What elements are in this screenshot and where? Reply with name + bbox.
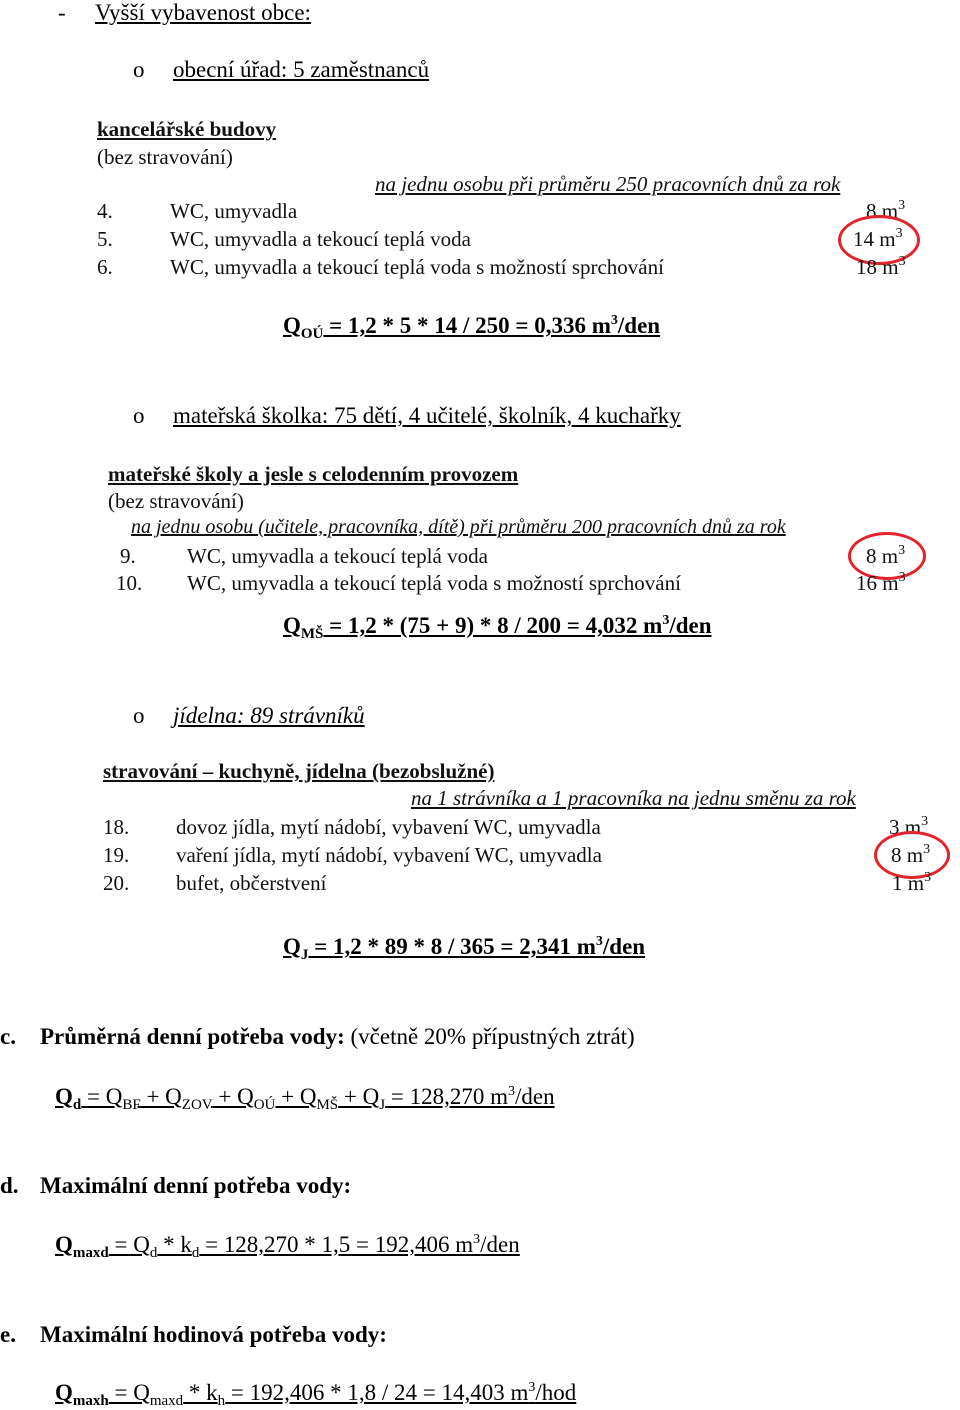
table-row-desc: WC, umyvadla — [170, 199, 298, 223]
table-row-num: 9. — [120, 544, 136, 568]
table-row-num: 19. — [103, 843, 130, 867]
section-c-formula: $Q_d = Q_{BF} + Q_{ZOV} + Q_{OÚ} + Q_{MŠ} + Q_J = 128,270$ $m^3$/den — [55, 1084, 555, 1113]
section-e-formula: $Q_{maxh} = Q_{maxd} * k_h = 192,406 * 1,8 / 24 = 14,403$ $m^3$/hod — [55, 1380, 577, 1409]
table-row-value: 14 $m^3$ — [853, 226, 903, 251]
table-row-value: 3 $m^3$ — [889, 814, 929, 839]
table-row-num: 4. — [97, 199, 113, 223]
section-c-letter: c. — [0, 1024, 16, 1049]
table-row-value: 16 $m^3$ — [856, 570, 906, 595]
canteen-bullet: o — [133, 703, 145, 728]
kindergarten-table-title: mateřské školy a jesle s celodenním provozem — [108, 462, 519, 486]
table-row-value: 8 $m^3$ — [891, 842, 931, 867]
table-row-value: 1 $m^3$ — [892, 870, 932, 895]
table-row-value: 18 $m^3$ — [856, 254, 906, 279]
table-row-desc: bufet, občerstvení — [176, 871, 327, 895]
table-row-num: 20. — [103, 871, 130, 895]
office-formula: $Q_{OÚ} = 1,2 * 5 * 14 / 250 = 0,336$ $m^3$/den — [283, 313, 661, 342]
table-row-value: 8 $m^3$ — [866, 198, 906, 223]
kindergarten-label: mateřská školka: 75 dětí, 4 učitelé, školník, 4 kuchařky — [173, 403, 681, 428]
intro-heading: Vyšší vybavenost obce: — [95, 0, 311, 25]
kindergarten-table-subtitle: (bez stravování) — [108, 489, 244, 513]
kindergarten-formula: $Q_{MŠ} = 1,2 * (75 + 9) * 8 / 200 = 4,032$ $m^3$/den — [283, 613, 712, 642]
table-row-num: 5. — [97, 227, 113, 251]
table-row-value: 8 $m^3$ — [866, 543, 906, 568]
section-d-formula: $Q_{maxd} = Q_d * k_d = 128,270 * 1,5 = 192,406$ $m^3$/den — [55, 1232, 520, 1261]
intro-dash: - — [58, 0, 66, 25]
canteen-table-note: na 1 strávníka a 1 pracovníka na jednu směnu za rok — [411, 786, 856, 810]
table-row-num: 6. — [97, 255, 113, 279]
table-row-desc: dovoz jídla, mytí nádobí, vybavení WC, umyvadla — [176, 815, 601, 839]
section-d-title: Maximální denní potřeba vody: — [40, 1173, 352, 1198]
kindergarten-bullet: o — [133, 403, 145, 428]
table-row-desc: vaření jídla, mytí nádobí, vybavení WC, umyvadla — [176, 843, 602, 867]
canteen-table-title: stravování – kuchyně, jídelna (bezobslužné) — [103, 759, 495, 783]
table-row-desc: WC, umyvadla a tekoucí teplá voda s možností sprchování — [170, 255, 664, 279]
section-c-title: Průměrná denní potřeba vody: (včetně 20% přípustných ztrát) — [40, 1024, 635, 1049]
office-table-subtitle: (bez stravování) — [97, 145, 233, 169]
office-bullet: o — [133, 57, 145, 82]
canteen-label: jídelna: 89 strávníků — [173, 703, 365, 728]
office-label: obecní úřad: 5 zaměstnanců — [173, 57, 430, 82]
table-row-desc: WC, umyvadla a tekoucí teplá voda s možností sprchování — [187, 571, 681, 595]
office-table-title: kancelářské budovy — [97, 117, 277, 141]
canteen-formula: $Q_J = 1,2 * 89 * 8 / 365 = 2,341$ $m^3$/den — [283, 934, 646, 963]
table-row-num: 18. — [103, 815, 130, 839]
section-e-title: Maximální hodinová potřeba vody: — [40, 1322, 387, 1347]
kindergarten-table-note: na jednu osobu (učitele, pracovníka, dítě) při průměru 200 pracovních dnů za rok — [131, 516, 786, 538]
office-table-note: na jednu osobu při průměru 250 pracovních dnů za rok — [375, 172, 841, 196]
section-e-letter: e. — [0, 1322, 16, 1347]
table-row-desc: WC, umyvadla a tekoucí teplá voda — [170, 227, 471, 251]
section-d-letter: d. — [0, 1173, 19, 1198]
table-row-num: 10. — [116, 571, 143, 595]
table-row-desc: WC, umyvadla a tekoucí teplá voda — [187, 544, 488, 568]
